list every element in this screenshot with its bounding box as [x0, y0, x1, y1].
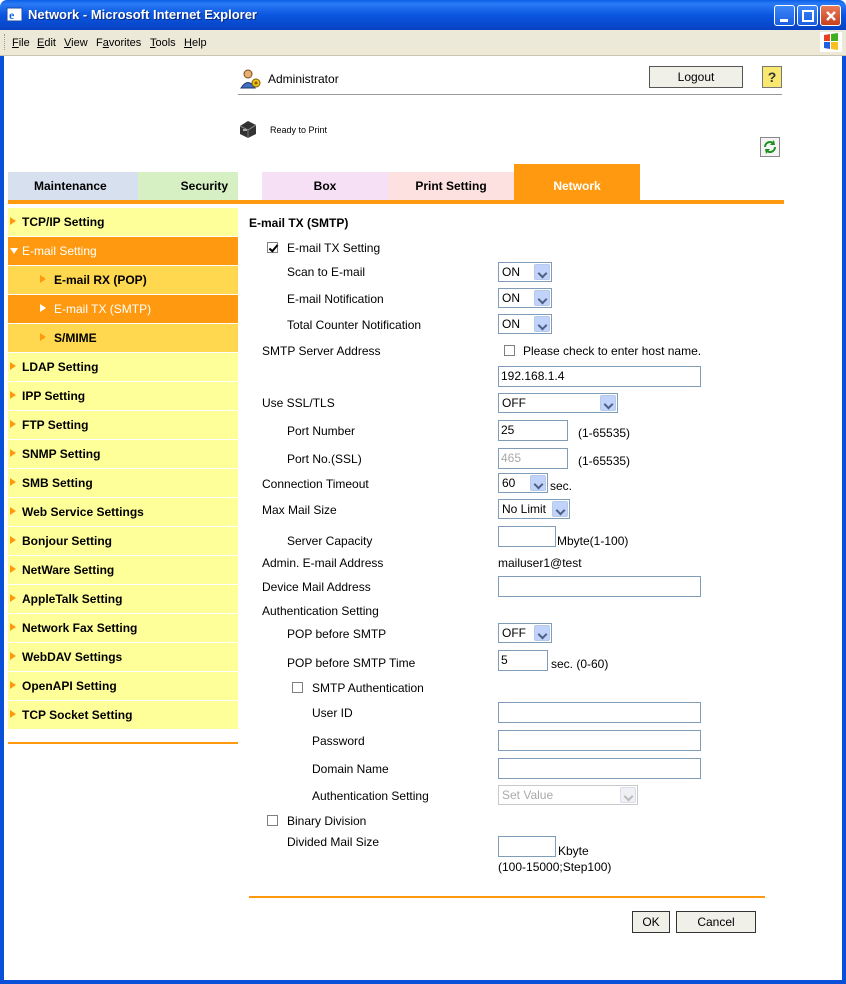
smtp-auth-checkbox[interactable] [292, 682, 303, 693]
arrow-right-icon [10, 594, 16, 602]
sidebar-item-smime[interactable]: S/MIME [8, 324, 238, 353]
arrow-right-icon [10, 362, 16, 370]
sidebar-item-network-fax[interactable]: Network Fax Setting [8, 614, 238, 643]
sidebar-item-netware[interactable]: NetWare Setting [8, 556, 238, 585]
user-label: Administrator [268, 72, 339, 86]
svg-text:e: e [9, 8, 15, 22]
sidebar-item-openapi[interactable]: OpenAPI Setting [8, 672, 238, 701]
chevron-down-icon [620, 787, 636, 803]
chevron-down-icon [534, 316, 550, 332]
arrow-right-icon [10, 217, 16, 225]
admin-email-value: mailuser1@test [498, 556, 582, 570]
menu-help[interactable]: Help [184, 37, 207, 49]
user-id-label: User ID [312, 706, 353, 720]
sidebar-item-web-service[interactable]: Web Service Settings [8, 498, 238, 527]
smtp-server-input[interactable]: 192.168.1.4 [498, 366, 701, 387]
port-ssl-range: (1-65535) [578, 454, 631, 468]
sidebar-item-email-setting[interactable]: E-mail Setting [8, 237, 238, 266]
binary-division-checkbox[interactable] [267, 815, 278, 826]
close-button[interactable] [820, 5, 841, 26]
sidebar-item-ftp[interactable]: FTP Setting [8, 411, 238, 440]
window-frame-left [0, 56, 4, 984]
sidebar-item-appletalk[interactable]: AppleTalk Setting [8, 585, 238, 614]
sidebar-item-smb[interactable]: SMB Setting [8, 469, 238, 498]
device-mail-input[interactable] [498, 576, 701, 597]
sidebar-item-ipp[interactable]: IPP Setting [8, 382, 238, 411]
port-number-range: (1-65535) [578, 426, 631, 440]
sidebar-item-email-rx[interactable]: E-mail RX (POP) [8, 266, 238, 295]
divided-mail-size-label: Divided Mail Size [287, 835, 380, 849]
host-name-label: Please check to enter host name. [523, 344, 702, 358]
chevron-down-icon [552, 501, 568, 517]
arrow-right-icon [10, 565, 16, 573]
arrow-right-icon [40, 333, 46, 341]
connection-timeout-label: Connection Timeout [262, 477, 369, 491]
form-divider [249, 896, 765, 898]
sidebar-item-bonjour[interactable]: Bonjour Setting [8, 527, 238, 556]
header-divider [238, 94, 782, 95]
arrow-right-icon [10, 478, 16, 486]
menu-tools[interactable]: Tools [150, 37, 176, 49]
maximize-icon [798, 6, 819, 27]
sidebar-item-ldap[interactable]: LDAP Setting [8, 353, 238, 382]
smtp-auth-label: SMTP Authentication [312, 681, 424, 695]
logout-button[interactable]: Logout [649, 66, 743, 88]
pop-before-smtp-time-label: POP before SMTP Time [287, 656, 416, 670]
chevron-down-icon [534, 264, 550, 280]
max-mail-size-label: Max Mail Size [262, 503, 337, 517]
tab-underline [8, 200, 784, 204]
tab-security[interactable]: Security [138, 172, 238, 200]
menu-bar [0, 30, 846, 56]
email-tx-setting-label: E-mail TX Setting [287, 241, 381, 255]
menu-favorites[interactable]: Favorites [96, 37, 142, 49]
binary-division-label: Binary Division [287, 814, 367, 828]
refresh-button[interactable] [760, 137, 780, 157]
title-bar [0, 0, 846, 30]
close-icon [821, 6, 842, 27]
email-notification-label: E-mail Notification [287, 292, 384, 306]
arrow-right-icon [10, 710, 16, 718]
sidebar-item-snmp[interactable]: SNMP Setting [8, 440, 238, 469]
arrow-right-icon [40, 275, 46, 283]
password-input[interactable] [498, 730, 701, 751]
sidebar-item-email-tx[interactable]: E-mail TX (SMTP) [8, 295, 238, 324]
tab-maintenance[interactable]: Maintenance [8, 172, 138, 200]
port-number-input[interactable]: 25 [498, 420, 568, 441]
maximize-button[interactable] [797, 5, 818, 26]
total-counter-label: Total Counter Notification [287, 318, 422, 332]
sidebar-divider [8, 742, 238, 744]
arrow-right-icon [10, 536, 16, 544]
toolbar-grip [4, 34, 6, 50]
page-title: E-mail TX (SMTP) [249, 216, 349, 230]
arrow-right-icon [10, 652, 16, 660]
menu-file[interactable]: File [12, 37, 30, 49]
arrow-right-icon [40, 304, 46, 312]
domain-name-input[interactable] [498, 758, 701, 779]
sidebar-item-tcp-socket[interactable]: TCP Socket Setting [8, 701, 238, 730]
arrow-down-icon [10, 248, 18, 254]
minimize-button[interactable] [774, 5, 795, 26]
max-mail-size-select[interactable]: No Limit [498, 499, 570, 519]
help-button[interactable]: ? [762, 66, 782, 88]
tab-network[interactable]: Network [514, 164, 640, 200]
chevron-down-icon [600, 395, 616, 411]
window-frame-right [842, 56, 846, 984]
ok-button[interactable]: OK [632, 911, 670, 933]
divided-mail-size-range: (100-15000;Step100) [498, 860, 612, 874]
chevron-down-icon [530, 475, 546, 491]
arrow-right-icon [10, 391, 16, 399]
ssl-tls-select[interactable]: OFF [498, 393, 618, 413]
device-status: Ready to Print [270, 125, 328, 135]
port-number-label: Port Number [287, 424, 356, 438]
menu-edit[interactable]: Edit [37, 37, 56, 49]
server-capacity-unit: Mbyte(1-100) [557, 534, 629, 548]
device-mail-label: Device Mail Address [262, 580, 371, 594]
windows-logo-icon [820, 32, 842, 52]
connection-timeout-select[interactable]: 60 [498, 473, 548, 493]
auth-setting-sub-label: Authentication Setting [312, 789, 429, 803]
admin-email-label: Admin. E-mail Address [262, 556, 384, 570]
pop-before-smtp-time-input[interactable]: 5 [498, 650, 548, 671]
arrow-right-icon [10, 507, 16, 515]
email-tx-setting-checkbox[interactable] [267, 242, 278, 253]
chevron-down-icon [534, 625, 550, 641]
divided-mail-size-input[interactable] [498, 836, 556, 857]
arrow-right-icon [10, 681, 16, 689]
ie-icon [6, 6, 23, 23]
server-capacity-label: Server Capacity [287, 534, 373, 548]
chevron-down-icon [534, 290, 550, 306]
menu-view[interactable]: View [64, 37, 88, 49]
pop-before-smtp-time-unit: sec. (0-60) [551, 657, 609, 671]
scan-to-email-label: Scan to E-mail [287, 265, 366, 279]
sidebar-item-webdav[interactable]: WebDAV Settings [8, 643, 238, 672]
port-ssl-label: Port No.(SSL) [287, 452, 362, 466]
scan-to-email-select[interactable]: ON [498, 262, 552, 282]
divided-mail-size-unit: Kbyte [558, 844, 589, 858]
connection-timeout-unit: sec. [550, 479, 573, 493]
email-notification-select[interactable]: ON [498, 288, 552, 308]
auth-setting-select[interactable]: Set Value [498, 785, 638, 805]
auth-setting-label: Authentication Setting [262, 604, 379, 618]
password-label: Password [312, 734, 365, 748]
administrator-icon [240, 68, 262, 90]
window-title: Network - Microsoft Internet Explorer [28, 7, 257, 22]
total-counter-select[interactable]: ON [498, 314, 552, 334]
user-id-input[interactable] [498, 702, 701, 723]
smtp-server-label: SMTP Server Address [262, 344, 381, 358]
domain-name-label: Domain Name [312, 762, 389, 776]
pop-before-smtp-select[interactable]: OFF [498, 623, 552, 643]
ssl-tls-label: Use SSL/TLS [262, 396, 335, 410]
refresh-icon [761, 138, 779, 156]
tab-print-setting[interactable]: Print Setting [388, 172, 514, 200]
tab-box[interactable]: Box [262, 172, 388, 200]
minimize-icon [775, 6, 796, 27]
arrow-right-icon [10, 420, 16, 428]
arrow-right-icon [10, 623, 16, 631]
host-name-checkbox[interactable] [504, 345, 515, 356]
arrow-right-icon [10, 449, 16, 457]
printer-status-icon [237, 118, 259, 140]
sidebar-item-tcpip[interactable]: TCP/IP Setting [8, 208, 238, 237]
window-frame-bottom [0, 980, 846, 984]
port-ssl-input[interactable]: 465 [498, 448, 568, 469]
pop-before-smtp-label: POP before SMTP [287, 627, 387, 641]
server-capacity-input[interactable] [498, 526, 556, 547]
sidebar [8, 208, 238, 730]
cancel-button[interactable]: Cancel [676, 911, 756, 933]
